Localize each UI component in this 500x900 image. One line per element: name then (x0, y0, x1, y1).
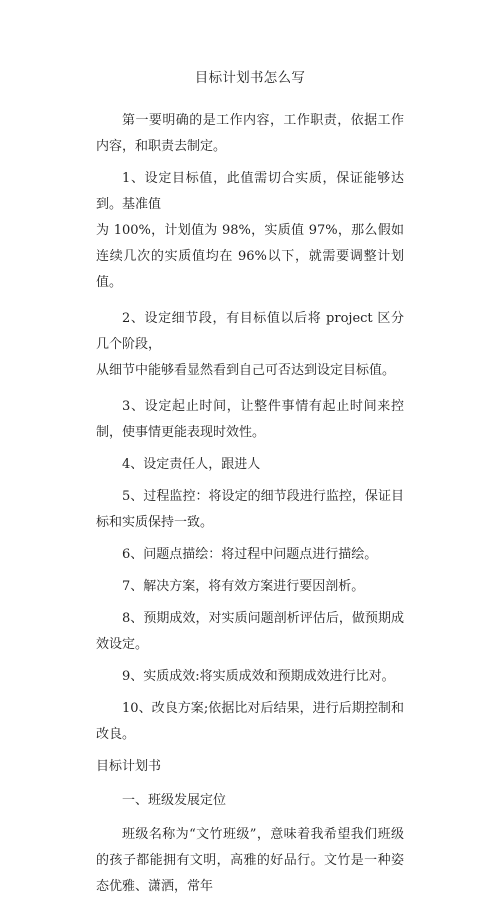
item-1-line-2: 为 100%，计划值为 98%，实质值 97%，那么假如连续几次的实质值均在 96%以下，就需要调整计划值。 (96, 223, 404, 290)
section-paragraph: 班级名称为“文竹班级”，意味着我希望我们班级的孩子都能拥有文明，高雅的好品行。文竹是一种姿态优雅、潇洒，常年 (96, 827, 404, 894)
item-8: 8、预期成效，对实质问题剖析评估后，做预期成效设定。 (96, 611, 404, 652)
intro-paragraph: 第一要明确的是工作内容，工作职责，依据工作内容，和职责去制定。 (96, 113, 404, 154)
item-2-line-1: 2、设定细节段，有目标值以后将 project 区分几个阶段， (96, 311, 404, 352)
item-3: 3、设定起止时间，让整件事情有起止时间来控制，使事情更能表现时效性。 (96, 399, 404, 440)
item-6: 6、问题点描绘：将过程中问题点进行描绘。 (122, 547, 378, 562)
item-1-line-1: 1、设定目标值，此值需切合实质，保证能够达到。基准值 (96, 171, 404, 212)
item-7: 7、解决方案，将有效方案进行要因剖析。 (122, 579, 365, 594)
item-5: 5、过程监控：将设定的细节段进行监控，保证目标和实质保持一致。 (96, 489, 404, 530)
section-title: 目标计划书 (96, 759, 162, 774)
item-10: 10、改良方案;依据比对后结果，进行后期控制和改良。 (96, 701, 404, 742)
item-2-line-2: 从细节中能够看显然看到自己可否达到设定目标值。 (96, 363, 396, 378)
document-title: 目标计划书怎么写 (194, 70, 306, 86)
item-9: 9、实质成效:将实质成效和预期成效进行比对。 (122, 669, 395, 684)
item-4: 4、设定责任人，跟进人 (122, 457, 261, 472)
section-heading: 一、班级发展定位 (122, 793, 227, 808)
